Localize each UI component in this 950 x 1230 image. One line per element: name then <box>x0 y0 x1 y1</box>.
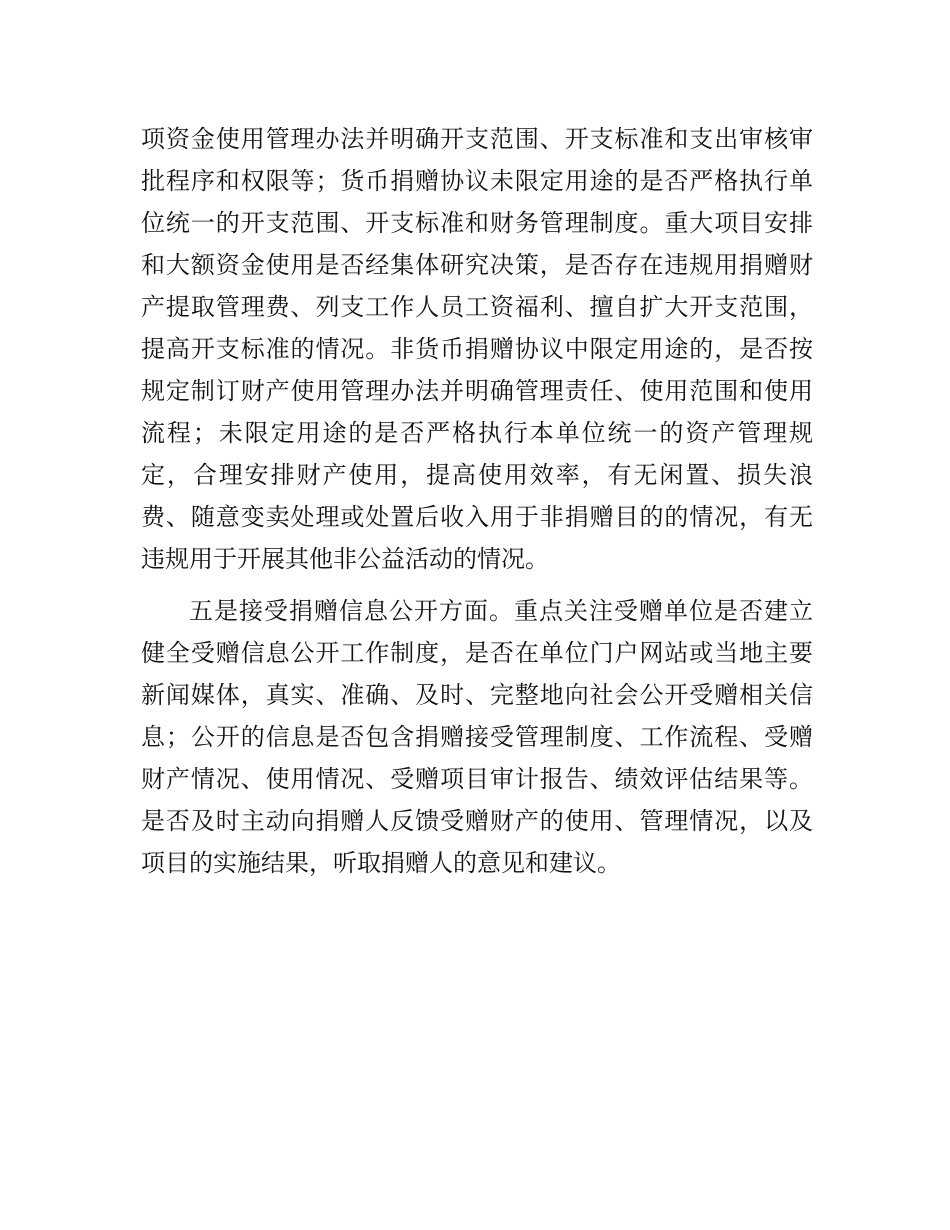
text-line: 产提取管理费、列支工作人员工资福利、擅自扩大开支范围， <box>141 293 813 321</box>
paragraph-2 <box>141 590 813 884</box>
text-line: 违规用于开展其他非公益活动的情况。 <box>141 545 549 573</box>
text-line: 五是接受捐赠信息公开方面。重点关注受赠单位是否建立 <box>189 597 813 625</box>
text-line: 项目的实施结果，听取捐赠人的意见和建议。 <box>141 849 621 877</box>
paragraph-spacer <box>141 580 813 590</box>
text-line: 提高开支标准的情况。非货币捐赠协议中限定用途的，是否按 <box>141 335 813 363</box>
text-line: 新闻媒体，真实、准确、及时、完整地向社会公开受赠相关信 <box>141 681 813 709</box>
paragraph-1 <box>141 118 813 580</box>
text-line: 财产情况、使用情况、受赠项目审计报告、绩效评估结果等。 <box>141 765 813 793</box>
text-line: 健全受赠信息公开工作制度，是否在单位门户网站或当地主要 <box>141 639 813 667</box>
text-line: 和大额资金使用是否经集体研究决策，是否存在违规用捐赠财 <box>141 251 813 279</box>
text-line: 项资金使用管理办法并明确开支范围、开支标准和支出审核审 <box>141 125 813 153</box>
text-line: 是否及时主动向捐赠人反馈受赠财产的使用、管理情况，以及 <box>141 807 813 835</box>
text-line: 定，合理安排财产使用，提高使用效率，有无闲置、损失浪 <box>141 461 813 489</box>
text-line: 流程；未限定用途的是否严格执行本单位统一的资产管理规 <box>141 419 813 447</box>
text-line: 息；公开的信息是否包含捐赠接受管理制度、工作流程、受赠 <box>141 723 813 751</box>
text-line: 规定制订财产使用管理办法并明确管理责任、使用范围和使用 <box>141 377 813 405</box>
text-line: 批程序和权限等；货币捐赠协议未限定用途的是否严格执行单 <box>141 167 813 195</box>
text-line: 费、随意变卖处理或处置后收入用于非捐赠目的的情况，有无 <box>141 503 813 531</box>
text-line: 位统一的开支范围、开支标准和财务管理制度。重大项目安排 <box>141 209 813 237</box>
document-body <box>141 118 813 884</box>
